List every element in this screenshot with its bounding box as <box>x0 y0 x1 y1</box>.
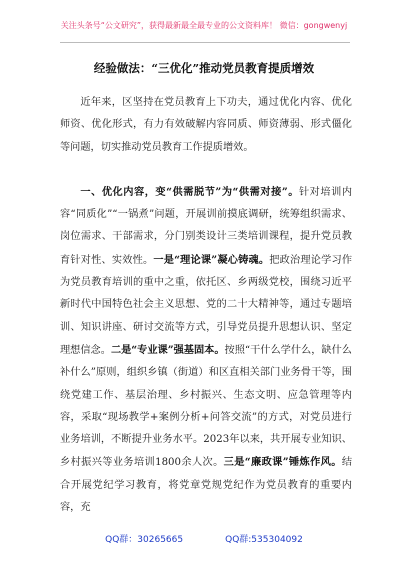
footer-qq-group-2: QQ群:535304092 <box>225 535 303 545</box>
document-body <box>60 92 352 519</box>
point-2-text: 按照“干什么学什么，缺什么补什么”原则，组织乡镇（街道）和区直相关部门业务骨干等，围绕党建工作、基层治理、乡村振兴、生态文明、应急管理等内容，采取“现场教学+案例分析+问答交流”的方式，对党员进行业务培训，不断提升业务水平。2023年以来，共开展专业知识、乡村振兴等业务培训1800余人次。 <box>60 344 352 469</box>
point-2-heading: 二是“专业课”强基固本。 <box>110 343 225 356</box>
footer-qq-group-1: QQ群：30265665 <box>105 535 184 545</box>
header-banner: 关注头条号“公文研究”，获得最新最全最专业的公文资料库！ 微信：gongwenyj <box>60 21 348 30</box>
header-divider <box>60 42 350 43</box>
point-3-heading: 三是“廉政课”锤炼作风。 <box>223 456 342 469</box>
section-1-text: 针对培训内容“同质化”“一锅煮”问题，开展训前摸底调研，统筹组织需求、岗位需求、干部需求，分门别类设计三类培训课程，提升党员教育针对性、实效性。 <box>60 186 353 266</box>
document-title: 经验做法：“三优化”推动党员教育提质增效 <box>93 61 315 75</box>
section-1-paragraph <box>60 181 352 519</box>
point-1-text: 把政治理论学习作为党员教育培训的重中之重，依托区、乡两级党校，围绕习近平新时代中国特色社会主义思想、党的二十大精神等，通过专题培训、知识讲座、研讨交流等方式，引导党员提升思想认识、坚定理想信念。 <box>60 254 353 356</box>
point-1-heading: 一是“理论课”凝心铸魂。 <box>153 253 270 266</box>
section-1-heading: 一、优化内容，变“供需脱节”为“供需对接”。 <box>80 185 299 198</box>
point-3-text: 结合开展党纪学习教育，将党章党规党纪作为党员教育的重要内容，充 <box>60 457 352 514</box>
footer <box>0 532 408 545</box>
intro-paragraph: 近年来，区坚持在党员教育上下功夫，通过优化内容、优化师资、优化形式，有力有效破解内容同质、师资薄弱、形式僵化等问题，切实推动党员教育工作提质增效。 <box>60 97 352 153</box>
